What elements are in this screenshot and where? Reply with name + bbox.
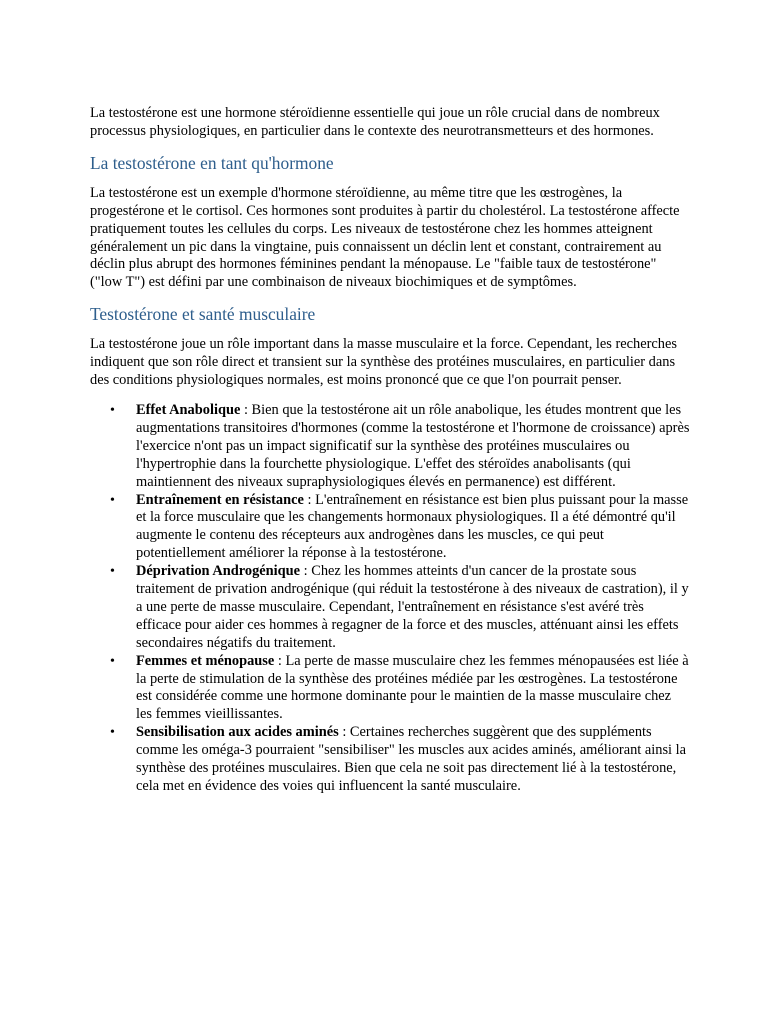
section-heading-hormone: La testostérone en tant qu'hormone [90, 152, 334, 173]
bullet-list [90, 402, 690, 796]
bullet-term: Déprivation Androgénique [136, 563, 301, 580]
section-paragraph-muscle: La testostérone joue un rôle important dans la masse musculaire et la force. Cependant, les recherches indiquent que son rôle direct et transient sur la synthèse des protéines musculaires, en particulier dans des conditions physiologiques normales, est moins prononcé que ce que l'on pourrait penser. [90, 336, 677, 389]
bullet-text: : Bien que la testostérone ait un rôle anabolique, les études montrent que les augmentations transitoires d'hormones (comme la testostérone et l'hormone de croissance) après l'exercice n'ont pas un impact significatif sur la synthèse des protéines musculaires ou l'hypertrophie dans la fourchette physiologique. L'effet des stéroïdes anabolisants (qui maintiennent des niveaux supraphysiologiques élevés en permanence) est différent. [136, 401, 690, 490]
bullet-text: : Certaines recherches suggèrent que des suppléments comme les oméga-3 pourraient "sensibiliser" les muscles aux acides aminés, améliorant ainsi la synthèse des protéines musculaires. Bien que cela ne soit pas directement lié à la testostérone, cela met en évidence des voies qui influencent la santé musculaire. [136, 724, 687, 794]
section-heading-muscle: Testostérone et santé musculaire [90, 304, 316, 325]
section-paragraph-hormone: La testostérone est un exemple d'hormone stéroïdienne, au même titre que les œstrogènes, la progestérone et le cortisol. Ces hormones sont produites à partir du cholestérol. La testostérone affecte pratiquement toutes les cellules du corps. Les niveaux de testostérone chez les hommes atteignent généralement un pic dans la vingtaine, puis connaissent un déclin lent et constant, contrairement au déclin plus abrupt des hormones féminines pendant la ménopause. Le "faible taux de testostérone" ("low T") est défini par une combinaison de niveaux biochimiques et de symptômes. [90, 184, 680, 291]
bullet-text: : L'entraînement en résistance est bien plus puissant pour la masse et la force musculaire que les changements hormonaux physiologiques. Il a été démontré qu'il augmente le contenu des récepteurs aux androgènes dans les muscles, ce qui peut potentiellement améliorer la réponse à la testostérone. [136, 491, 689, 562]
bullet-icon: • [110, 725, 115, 741]
intro-paragraph: La testostérone est une hormone stéroïdienne essentielle qui joue un rôle crucial dans de nombreux processus physiologiques, en particulier dans le contexte des neurotransmetteurs et des hormones. [90, 105, 660, 139]
bullet-term: Sensibilisation aux acides aminés [136, 724, 339, 741]
bullet-icon: • [110, 564, 115, 580]
list-item [90, 724, 690, 796]
bullet-icon: • [110, 492, 115, 508]
bullet-term: Femmes et ménopause [136, 652, 275, 669]
bullet-icon: • [110, 402, 115, 418]
bullet-term: Effet Anabolique [136, 401, 241, 418]
document-body [90, 105, 690, 796]
list-item [90, 563, 690, 653]
bullet-term: Entraînement en résistance [136, 491, 304, 508]
list-item [90, 492, 690, 564]
list-item [90, 402, 690, 492]
list-item [90, 653, 690, 725]
bullet-icon: • [110, 653, 115, 669]
bullet-text: : Chez les hommes atteints d'un cancer de la prostate sous traitement de privation androgénique (qui réduit la testostérone à des niveaux de castration), il y a une perte de masse musculaire. Cependant, l'entraînement en résistance s'est avéré très efficace pour aider ces hommes à regagner de la force et des muscles, atténuant ainsi les effets secondaires négatifs du traitement. [136, 563, 689, 651]
bullet-text: : La perte de masse musculaire chez les femmes ménopausées est liée à la perte de stimulation de la synthèse des protéines médiée par les œstrogènes. La testostérone est considérée comme une hormone dominante pour le maintien de la masse musculaire chez les femmes vieillissantes. [136, 652, 689, 723]
